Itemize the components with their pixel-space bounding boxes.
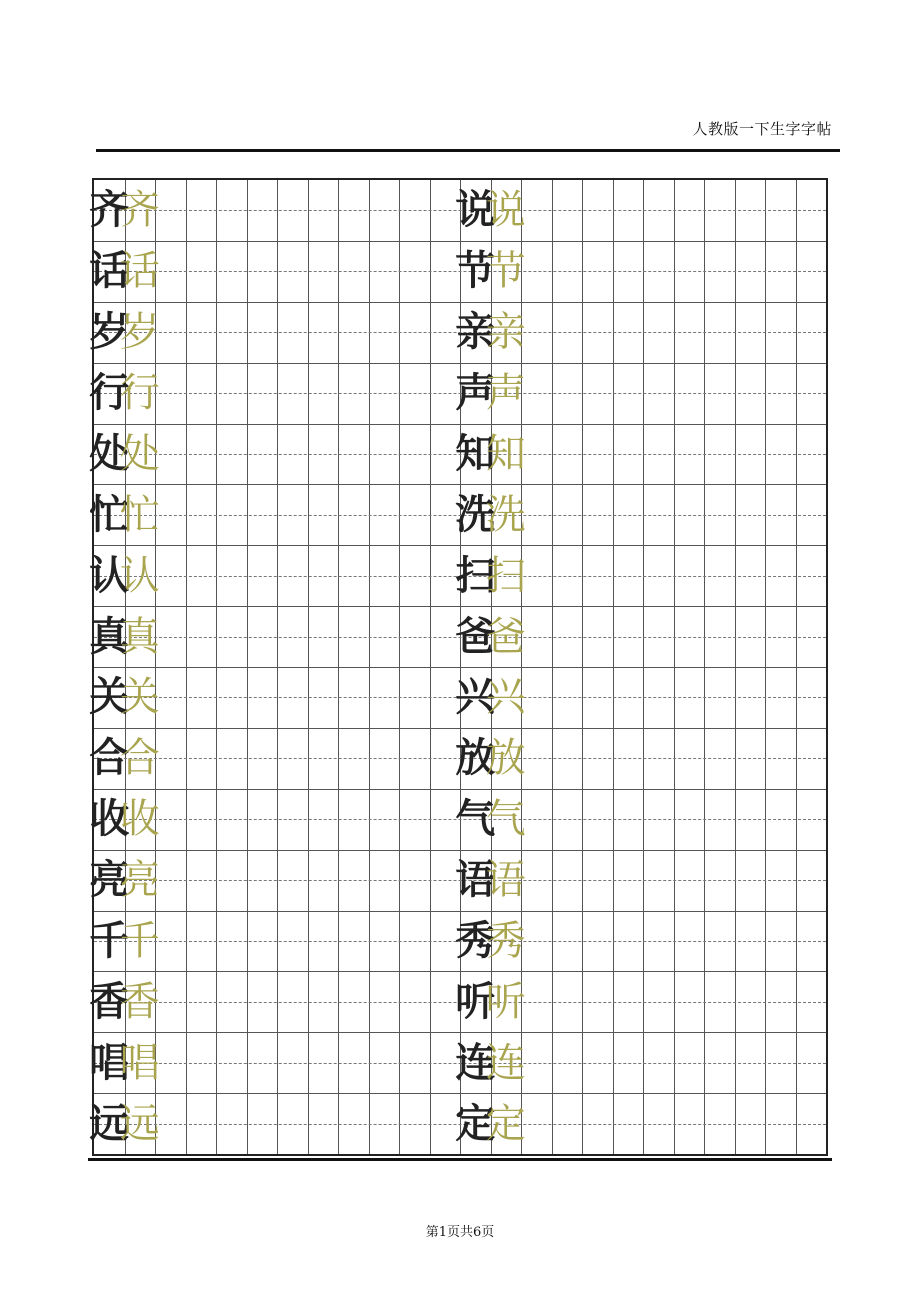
model-character: 收 xyxy=(89,796,130,843)
model-character: 洗 xyxy=(455,491,496,538)
trace-character: 远 xyxy=(119,1100,160,1147)
model-character: 远 xyxy=(89,1100,130,1147)
trace-character: 放 xyxy=(485,735,526,782)
trace-character: 亲 xyxy=(485,309,526,356)
model-character: 放 xyxy=(455,735,496,782)
trace-character: 香 xyxy=(119,978,160,1025)
trace-character: 话 xyxy=(119,248,160,295)
model-character: 声 xyxy=(455,370,496,417)
model-character: 听 xyxy=(455,978,496,1025)
trace-character: 连 xyxy=(485,1039,526,1086)
trace-character: 语 xyxy=(485,857,526,904)
trace-character: 行 xyxy=(119,370,160,417)
trace-character: 洗 xyxy=(485,491,526,538)
model-character: 节 xyxy=(455,248,496,295)
model-character: 爸 xyxy=(455,613,496,660)
trace-character: 爸 xyxy=(485,613,526,660)
model-character: 处 xyxy=(89,430,130,477)
trace-character: 处 xyxy=(119,430,160,477)
model-character: 行 xyxy=(89,370,130,417)
trace-character: 定 xyxy=(485,1100,526,1147)
model-character: 扫 xyxy=(455,552,496,599)
trace-character: 忙 xyxy=(119,491,160,538)
trace-character: 秀 xyxy=(485,917,526,964)
trace-character: 知 xyxy=(485,430,526,477)
model-character: 说 xyxy=(455,187,496,234)
trace-character: 齐 xyxy=(119,187,160,234)
header-divider xyxy=(96,149,840,152)
model-character: 岁 xyxy=(89,309,130,356)
trace-character: 听 xyxy=(485,978,526,1025)
model-character: 兴 xyxy=(455,674,496,721)
trace-character: 气 xyxy=(485,796,526,843)
trace-character: 岁 xyxy=(119,309,160,356)
model-character: 认 xyxy=(89,552,130,599)
trace-character: 兴 xyxy=(485,674,526,721)
model-character: 忙 xyxy=(89,491,130,538)
model-character: 定 xyxy=(455,1100,496,1147)
model-character: 唱 xyxy=(89,1039,130,1086)
trace-character: 合 xyxy=(119,735,160,782)
model-character: 秀 xyxy=(455,917,496,964)
trace-character: 千 xyxy=(119,917,160,964)
model-character: 知 xyxy=(455,430,496,477)
model-character: 亮 xyxy=(89,857,130,904)
model-character: 语 xyxy=(455,857,496,904)
model-character: 千 xyxy=(89,917,130,964)
trace-character: 节 xyxy=(485,248,526,295)
trace-character: 说 xyxy=(485,187,526,234)
model-character: 关 xyxy=(89,674,130,721)
model-character: 合 xyxy=(89,735,130,782)
model-character: 齐 xyxy=(89,187,130,234)
trace-character: 扫 xyxy=(485,552,526,599)
trace-character: 真 xyxy=(119,613,160,660)
model-character: 香 xyxy=(89,978,130,1025)
trace-character: 唱 xyxy=(119,1039,160,1086)
trace-character: 关 xyxy=(119,674,160,721)
practice-grid xyxy=(89,178,828,1156)
page-number: 第1页共6页 xyxy=(425,1225,495,1240)
trace-character: 收 xyxy=(119,796,160,843)
trace-character: 亮 xyxy=(119,857,160,904)
trace-character: 声 xyxy=(485,370,526,417)
header-title: 人教版一下生字字帖 xyxy=(692,120,832,138)
model-character: 真 xyxy=(89,613,130,660)
model-character: 连 xyxy=(455,1039,496,1086)
model-character: 气 xyxy=(455,796,496,843)
model-character: 话 xyxy=(89,248,130,295)
trace-character: 认 xyxy=(119,552,160,599)
footer-divider xyxy=(88,1158,832,1161)
model-character: 亲 xyxy=(455,309,496,356)
